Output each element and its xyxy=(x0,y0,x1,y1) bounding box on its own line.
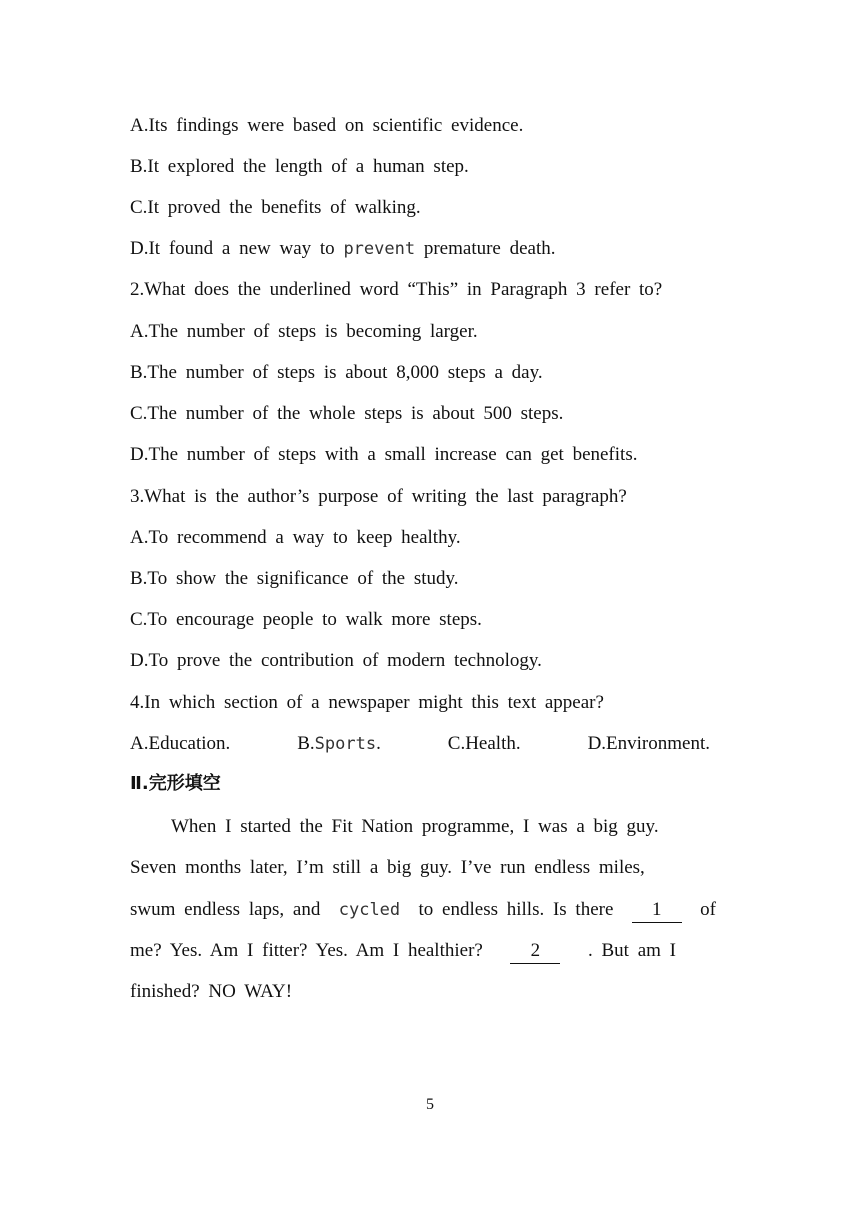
passage-line-2 xyxy=(130,856,716,880)
passage-line-3-keyword: cycled xyxy=(338,900,401,920)
passage-line-1-text: When I started the Fit Nation programme, I was a big guy. xyxy=(171,816,659,837)
passage-line-2-text: Seven months later, I’m still a big guy. I’ve run endless miles, xyxy=(130,857,645,878)
blank-2[interactable]: 2 xyxy=(510,939,560,964)
q4-option-b-suffix: . xyxy=(376,733,381,754)
passage-line-3-text: swum endless laps, and xyxy=(130,899,321,920)
q4-option-b xyxy=(297,732,381,756)
passage-line-4-text: me? Yes. Am I fitter? Yes. Am I healthier? xyxy=(130,940,483,961)
q2-stem: 2.What does the underlined word “This” in Paragraph 3 refer to? xyxy=(130,279,663,300)
q3-option-a: A.To recommend a way to keep healthy. xyxy=(130,527,461,548)
q2-option-a: A.The number of steps is becoming larger. xyxy=(130,321,478,342)
q4-option-d: D.Environment. xyxy=(587,733,710,754)
section-heading: Ⅱ.完形填空 xyxy=(130,773,221,794)
passage-line-3 xyxy=(130,898,716,923)
q4-option-b-word: Sports xyxy=(314,734,377,754)
q4-option-a: A.Education. xyxy=(130,733,231,754)
passage-line-5: finished? NO WAY! xyxy=(130,981,293,1002)
q3-option-c: C.To encourage people to walk more steps. xyxy=(130,609,482,630)
q4-options xyxy=(130,732,710,756)
q1-option-d-text: D.It found a new way to xyxy=(130,238,335,259)
passage-line-3-tail: of xyxy=(700,899,716,920)
q4-option-b-prefix: B. xyxy=(297,733,315,754)
q2-option-c: C.The number of the whole steps is about 500 steps. xyxy=(130,403,564,424)
q2-option-b: B.The number of steps is about 8,000 steps a day. xyxy=(130,362,543,383)
q1-option-c: C.It proved the benefits of walking. xyxy=(130,197,421,218)
passage-line-3-text-end: to endless hills. Is there xyxy=(418,899,614,920)
q3-option-b: B.To show the significance of the study. xyxy=(130,568,459,589)
q4-stem: 4.In which section of a newspaper might this text appear? xyxy=(130,692,604,713)
q1-option-b: B.It explored the length of a human step. xyxy=(130,156,469,177)
q1-option-d-keyword: prevent xyxy=(343,239,416,259)
passage-line-4-text-end: . But am I xyxy=(588,940,676,961)
passage-line-1 xyxy=(171,815,729,839)
q1-option-a: A.Its findings were based on scientific evidence. xyxy=(130,115,524,136)
q3-stem: 3.What is the author’s purpose of writing the last paragraph? xyxy=(130,486,627,507)
q3-option-d: D.To prove the contribution of modern technology. xyxy=(130,650,542,671)
q2-option-d: D.The number of steps with a small increase can get benefits. xyxy=(130,444,638,465)
q1-option-d-text-end: premature death. xyxy=(423,238,556,259)
q1-option-d xyxy=(130,237,556,261)
page-number: 5 xyxy=(426,1096,434,1113)
q4-option-c: C.Health. xyxy=(447,733,521,754)
blank-1[interactable]: 1 xyxy=(632,898,682,923)
passage-line-4 xyxy=(130,939,676,964)
